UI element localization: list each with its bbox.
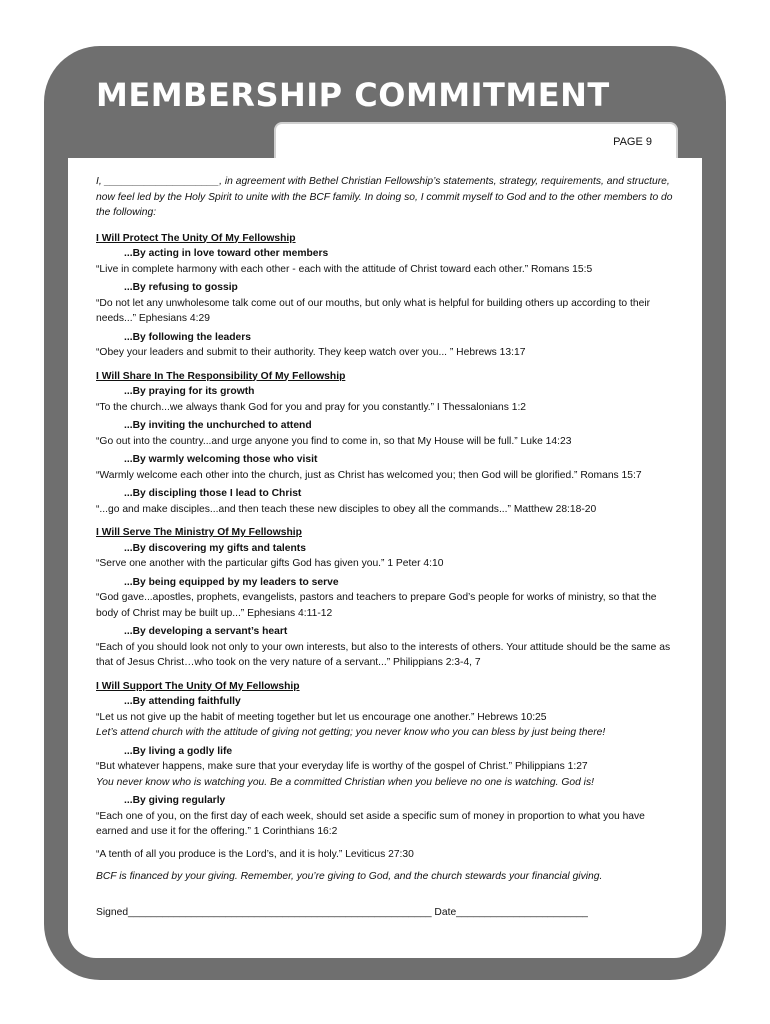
scripture-verse: “Let us not give up the habit of meeting together but let us encourage one another.” Hebrews 10:25 bbox=[96, 711, 547, 723]
intro-paragraph: I, ____________________, in agreement with Bethel Christian Fellowship’s statements, strategy, requirements, and structure, now feel led by the Holy Spirit to unite with the BCF family. In doing so, I commit myself to God and to the other members to do the following: bbox=[96, 176, 673, 218]
item-heading: ...By warmly welcoming those who visit bbox=[124, 454, 318, 465]
scripture-verse: “To the church...we always thank God for you and pray for you constantly.” I Thessalonians 1:2 bbox=[96, 401, 527, 413]
item-heading: ...By discipling those I lead to Christ bbox=[124, 488, 302, 499]
signature-line: Signed_____________________________________________________ Date_______________________ bbox=[96, 906, 588, 918]
commitment-item bbox=[96, 575, 678, 622]
commitment-item bbox=[96, 330, 678, 361]
item-heading: ...By praying for its growth bbox=[124, 386, 255, 397]
item-heading: ...By discovering my gifts and talents bbox=[124, 542, 306, 554]
section-title: I Will Share In The Responsibility Of My Fellowship bbox=[96, 370, 346, 382]
scripture-verse: “Each one of you, on the first day of each week, should set aside a specific sum of money in proportion to what you have earned and use it for the offering.” 1 Corinthians 16:2 bbox=[96, 810, 645, 837]
scripture-verse: “But whatever happens, make sure that your everyday life is worthy of the gospel of Christ.” Philippians 1:27 bbox=[96, 761, 588, 772]
commitment-item bbox=[96, 793, 678, 840]
commitment-item bbox=[96, 246, 678, 277]
section-title: I Will Protect The Unity Of My Fellowship bbox=[96, 232, 296, 244]
item-heading: ...By being equipped by my leaders to serve bbox=[124, 576, 339, 588]
scripture-verse: “Live in complete harmony with each other - each with the attitude of Christ toward each other.” Romans 15:5 bbox=[96, 263, 593, 275]
commitment-item bbox=[96, 418, 678, 449]
scripture-verse: “Obey your leaders and submit to their authority. They keep watch over you... ” Hebrews 13:17 bbox=[96, 347, 526, 358]
section-title: I Will Support The Unity Of My Fellowship bbox=[96, 680, 300, 692]
scripture-verse: “Do not let any unwholesome talk come out of our mouths, but only what is helpful for building others up according to their needs...” Ephesians 4:29 bbox=[96, 297, 651, 324]
item-heading: ...By inviting the unchurched to attend bbox=[124, 420, 312, 431]
scripture-verse: “God gave...apostles, prophets, evangelists, pastors and teachers to prepare God’s people for works of ministry, so that the body of Christ may be built up...” Ephesians 4:11-12 bbox=[96, 592, 657, 619]
page-frame bbox=[44, 46, 726, 980]
page-number: PAGE 9 bbox=[613, 136, 652, 148]
item-heading: ...By acting in love toward other members bbox=[124, 248, 329, 259]
commitment-item bbox=[96, 744, 678, 791]
scripture-verse: “Warmly welcome each other into the church, just as Christ has welcomed you; then God will be glorified.” Romans 15:7 bbox=[96, 469, 642, 481]
scripture-verse: “Each of you should look not only to your own interests, but also to the interests of others. Your attitude should be the same as that of Jesus Christ…who took on the very nature of a servant...” Philippians 2:3-4, 7 bbox=[96, 641, 671, 668]
commitment-item bbox=[96, 452, 678, 483]
extra-verse: “A tenth of all you produce is the Lord’s, and it is holy.” Leviticus 27:30 bbox=[96, 848, 414, 860]
item-heading: ...By giving regularly bbox=[124, 795, 226, 806]
commitment-item bbox=[96, 694, 678, 741]
item-heading: ...By attending faithfully bbox=[124, 696, 241, 707]
section-title: I Will Serve The Ministry Of My Fellowship bbox=[96, 527, 302, 538]
scripture-verse: “...go and make disciples...and then teach these new disciples to obey all the commands...” Matthew 28:18-20 bbox=[96, 503, 597, 515]
item-note: You never know who is watching you. Be a committed Christian when you believe no one is watching. God is! bbox=[96, 776, 594, 788]
item-note: Let’s attend church with the attitude of giving not getting; you never know who you can bless by just being there! bbox=[96, 727, 606, 738]
sections-list bbox=[96, 231, 678, 840]
commitment-item bbox=[96, 624, 678, 671]
commitment-section bbox=[96, 679, 678, 840]
scripture-verse: “Serve one another with the particular gifts God has given you.” 1 Peter 4:10 bbox=[96, 558, 444, 569]
commitment-item bbox=[96, 541, 678, 572]
page-title: MEMBERSHIP COMMITMENT bbox=[96, 76, 610, 114]
item-heading: ...By refusing to gossip bbox=[124, 282, 238, 293]
commitment-text bbox=[96, 174, 678, 920]
commitment-section bbox=[96, 369, 678, 518]
commitment-item bbox=[96, 280, 678, 327]
item-heading: ...By following the leaders bbox=[124, 331, 252, 343]
item-heading: ...By developing a servant’s heart bbox=[124, 626, 288, 637]
content-panel bbox=[68, 158, 702, 958]
closing-note: BCF is financed by your giving. Remember, you’re giving to God, and the church stewards your financial giving. bbox=[96, 871, 603, 882]
scripture-verse: “Go out into the country...and urge anyone you find to come in, so that My House will be full.” Luke 14:23 bbox=[96, 435, 572, 447]
commitment-section bbox=[96, 231, 678, 361]
page-number-tab bbox=[274, 122, 678, 160]
commitment-item bbox=[96, 486, 678, 517]
commitment-section bbox=[96, 525, 678, 671]
commitment-item bbox=[96, 384, 678, 415]
item-heading: ...By living a godly life bbox=[124, 745, 233, 757]
